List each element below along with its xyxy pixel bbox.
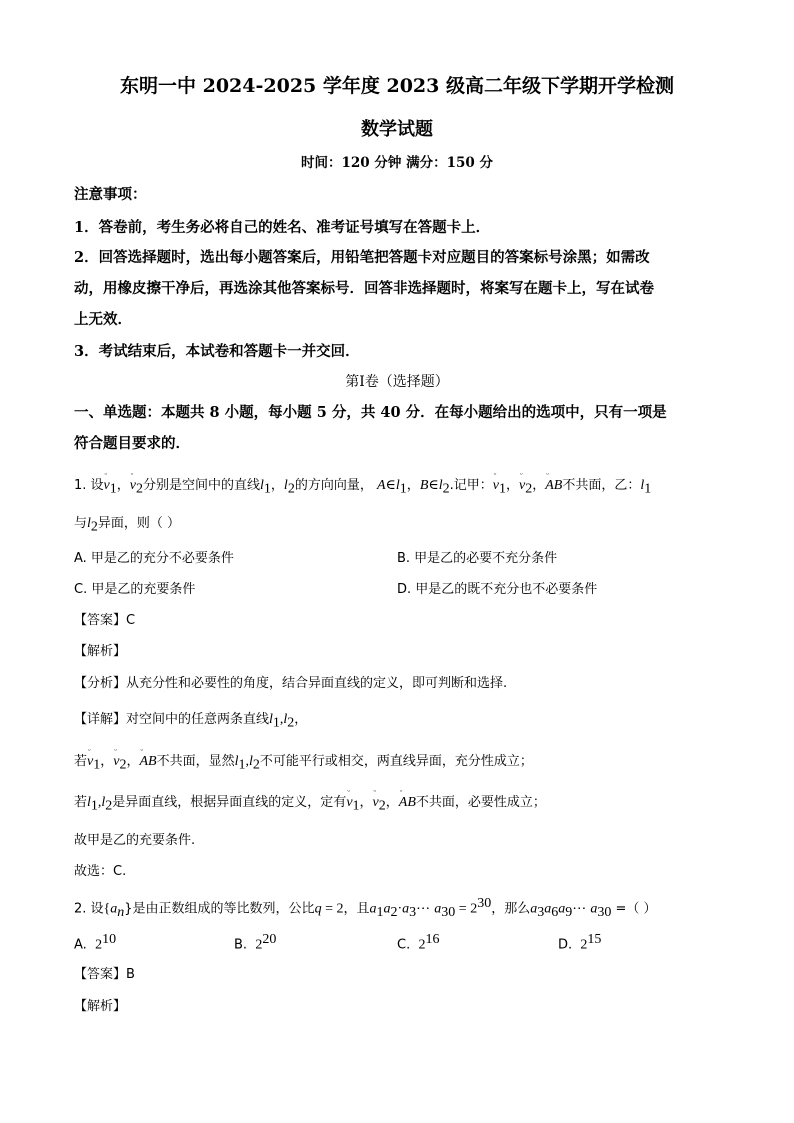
q2-stem: 2. 设$\{a_n\}$是由正数组成的等比数列，公比q = 2，且$a_1a_2\cdot a_3\cdots$ $a_{30} = 2^{30}$，那么$a_3a_6a_9\cdots$ $a_{30}$ =（ ） bbox=[74, 896, 657, 920]
q1-analysis-label: 【解析】 bbox=[74, 644, 127, 659]
note-3: 3．考试结束后，本试卷和答题卡一并交回． bbox=[74, 343, 360, 360]
q1-option-d: D. 甲是乙的既不充分也不必要条件 bbox=[397, 582, 598, 597]
q2-answer: 【答案】B bbox=[74, 967, 135, 982]
q1-sufficiency-line: 若ᵕ $v_1$，ᵕ $v_2$，ᵕ AB不共面，显然$l_1,l_2$不可能平行或相交，两直线异面，充分性成立； bbox=[74, 750, 533, 774]
q2-option-a: A. $2^{10}$ bbox=[74, 932, 117, 953]
q2-option-b: B. $2^{20}$ bbox=[234, 932, 277, 953]
q2-option-d: D. $2^{15}$ bbox=[558, 932, 602, 953]
note-2-line-3: 上无效． bbox=[74, 311, 132, 328]
q1-conclusion: 故甲是乙的充要条件. bbox=[74, 833, 196, 848]
note-2-line-2: 动，用橡皮擦干净后，再选涂其他答案标号．回答非选择题时，将案写在题卡上，写在试卷 bbox=[74, 280, 654, 297]
exam-meta: 时间：120 分钟 满分：150 分 bbox=[301, 155, 493, 171]
note-1: 1．答卷前，考生务必将自己的姓名、准考证号填写在答题卡上． bbox=[74, 219, 491, 236]
q1-answer: 【答案】C bbox=[74, 613, 136, 628]
q1-option-b: B. 甲是乙的必要不充分条件 bbox=[397, 551, 558, 566]
q1-stem-line-1: 1. 设ᵕ $v_1$，ᵕ $v_2$分别是空间中的直线$l_1$，$l_2$的方向向量， $A\in l_1$，$B\in l_2$.记甲：ᵕ $v_1$，ᵕ $v_2$，ᵕ AB不共面，乙：$l_1$ bbox=[74, 474, 651, 498]
q2-option-c: C. $2^{16}$ bbox=[397, 932, 440, 953]
q1-detail-line: 【详解】对空间中的任意两条直线$l_1,l_2$， bbox=[74, 712, 308, 731]
exam-subject: 数学试题 bbox=[361, 119, 433, 140]
q1-stem-line-2: 与$l_2$异面，则（ ） bbox=[74, 516, 181, 535]
section-intro-line-1: 一、单选题：本题共 8 小题，每小题 5 分，共 40 分．在每小题给出的选项中，只有一项是 bbox=[74, 404, 667, 421]
section-intro-line-2: 符合题目要求的． bbox=[74, 435, 190, 452]
q1-option-c: C. 甲是乙的充要条件 bbox=[74, 582, 196, 597]
q1-select: 故选：C. bbox=[74, 864, 127, 879]
exam-title: 东明一中 2024-2025 学年度 2023 级高二年级下学期开学检测 bbox=[120, 75, 674, 97]
section-title: 第Ⅰ卷（选择题） bbox=[345, 374, 449, 390]
note-2-line-1: 2．回答选择题时，选出每小题答案后，用铅笔把答题卡对应题目的答案标号涂黑；如需改 bbox=[74, 249, 650, 266]
q2-analysis-label: 【解析】 bbox=[74, 999, 127, 1014]
q1-fenxi: 【分析】从充分性和必要性的角度，结合异面直线的定义，即可判断和选择. bbox=[74, 676, 508, 691]
q1-necessity-line: 若$l_1,l_2$是异面直线，根据异面直线的定义，定有ᵕ $v_1$，ᵕ $v_2$，ᵕ AB不共面，必要性成立； bbox=[74, 791, 546, 815]
q1-option-a: A. 甲是乙的充分不必要条件 bbox=[74, 551, 234, 566]
notes-heading: 注意事项： bbox=[74, 186, 147, 203]
